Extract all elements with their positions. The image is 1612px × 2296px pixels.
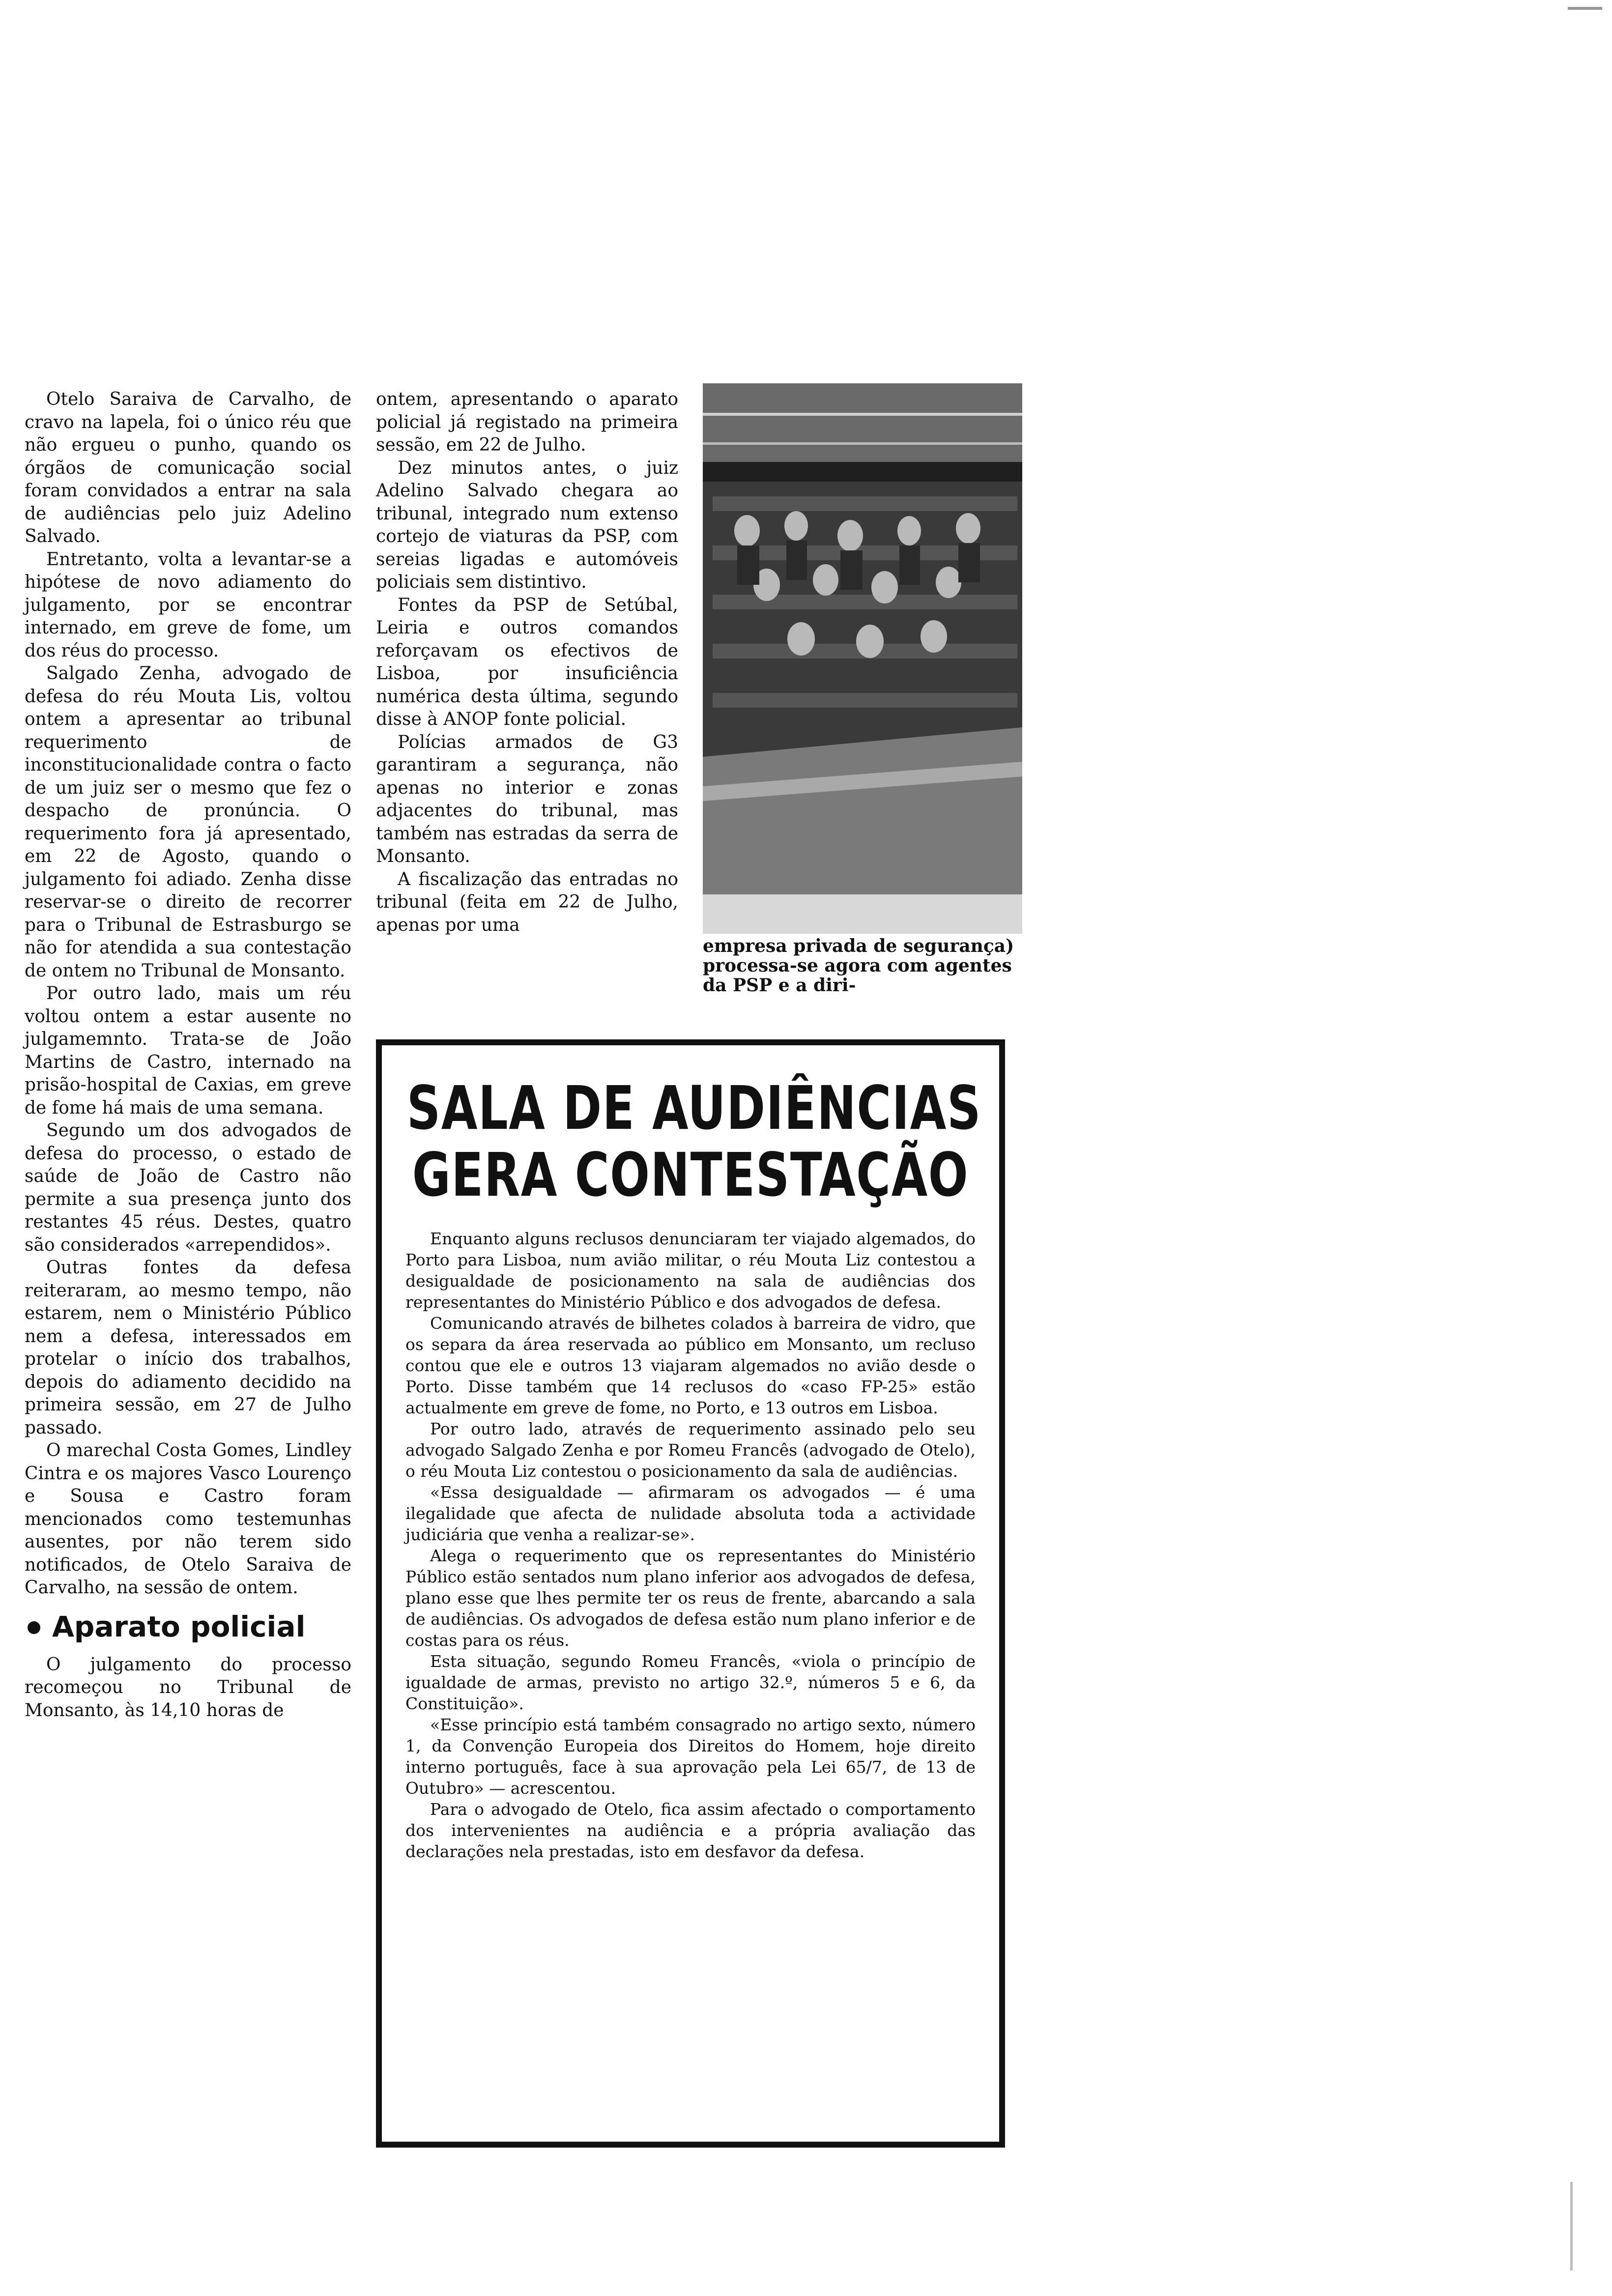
headline bbox=[406, 1073, 982, 1210]
boxed-article bbox=[376, 1039, 1005, 2148]
paragraph: Salgado Zenha, advogado de defesa do réu Mouta Lis, voltou ontem a apresentar ao tribunal requerimento de inconstitucionalidade contra o facto de um juiz ser o mesmo que fez o despacho de pronúncia. O requerimento fora já apresentado, em 22 de Agosto, quando o julgamento foi adiado. Zenha disse reservar-se o direito de recorrer para o Tribunal de Estrasburgo se não for atendida a sua contestação de ontem no Tribunal de Monsanto. bbox=[25, 663, 351, 981]
scan-mark-bottom-right bbox=[1570, 2182, 1573, 2270]
scan-mark-top-right bbox=[1568, 7, 1602, 10]
paragraph: O marechal Costa Gomes, Lindley Cintra e os majores Vasco Lourenço e Sousa e Castro foram mencionados como testemunhas ausentes, por não terem sido notificados, de Otelo Saraiva de Carvalho, na sessão de ontem. bbox=[25, 1440, 351, 1598]
middle-column bbox=[376, 388, 678, 937]
paragraph: Enquanto alguns reclusos denunciaram ter viajado algemados, do Porto para Lisboa, num avião militar, o réu Mouta Liz contestou a desigualdade de posicionamento na sala de audiências dos representantes do Ministério Público e dos advogados de defesa. bbox=[405, 1229, 976, 1312]
paragraph: Esta situação, segundo Romeu Francês, «viola o princípio de igualdade de armas, previsto no artigo 32.º, números 5 e 6, da Constituição». bbox=[405, 1652, 976, 1713]
subheading-aparato-policial bbox=[25, 1610, 351, 1643]
paragraph: «Esse princípio está também consagrado no artigo sexto, número 1, da Convenção Europeia dos Direitos do Homem, hoje direito interno português, face à sua aprovação pela Lei 65/7, de 13 de Outubro» — acrescentou. bbox=[405, 1715, 976, 1798]
paragraph: Para o advogado de Otelo, fica assim afectado o comportamento dos intervenientes na audiência e a própria avaliação das declarações nela prestadas, isto em desfavor da defesa. bbox=[405, 1800, 976, 1861]
paragraph: A fiscalização das entradas no tribunal (feita em 22 de Julho, apenas por uma bbox=[376, 869, 678, 935]
paragraph: Entretanto, volta a levantar-se a hipótese de novo adiamento do julgamento, por se encontrar internado, em greve de fome, um dos réus do processo. bbox=[25, 549, 351, 661]
article-body bbox=[405, 1228, 976, 1862]
paragraph: ontem, apresentando o aparato policial já registado na primeira sessão, em 22 de Julho. bbox=[376, 389, 678, 455]
subheading-text: Aparato policial bbox=[52, 1609, 306, 1643]
photo-caption: empresa privada de segurança) processa-se agora com agentes da PSP e a diri- bbox=[703, 936, 1014, 996]
paragraph: Alega o requerimento que os representantes do Ministério Público estão sentados num plano inferior aos advogados de defesa, plano esse que lhes permite ter os reus de frente, abarcando a sala de audiências. Os advogados de defesa estão num plano inferior e de costas para os réus. bbox=[405, 1546, 976, 1650]
paragraph: Otelo Saraiva de Carvalho, de cravo na lapela, foi o único réu que não ergueu o punho, quando os órgãos de comunicação social foram convidados a entrar na sala de audiências pelo juiz Adelino Salvado. bbox=[25, 389, 351, 546]
paragraph: Por outro lado, através de requerimento assinado pelo seu advogado Salgado Zenha e por Romeu Francês (advogado de Otelo), o réu Mouta Liz contestou o posicionamento da sala de audiências. bbox=[405, 1419, 976, 1481]
headline-line-1: SALA DE AUDIÊNCIAS bbox=[406, 1073, 982, 1143]
paragraph: Por outro lado, mais um réu voltou ontem a estar ausente no julgamemnto. Trata-se de João Martins de Castro, internado na prisão-hospital de Caxias, em greve de fome há mais de uma semana. bbox=[25, 983, 351, 1118]
courtroom-photo bbox=[703, 383, 1022, 934]
bullet-icon bbox=[28, 1621, 40, 1634]
paragraph: Polícias armados de G3 garantiram a segurança, não apenas no interior e zonas adjacentes do tribunal, mas também nas estradas da serra de Monsanto. bbox=[376, 732, 678, 866]
paragraph: Comunicando através de bilhetes colados à barreira de vidro, que os separa da área reservada ao público em Monsanto, um recluso contou que ele e outros 13 viajaram algemados no avião desde o Porto. Disse também que 14 reclusos do «caso FP-25» estão actualmente em greve de fome, no Porto, e 13 outros em Lisboa. bbox=[405, 1314, 976, 1417]
paragraph: Dez minutos antes, o juiz Adelino Salvado chegara ao tribunal, integrado num extenso cortejo de viaturas da PSP, com sereias ligadas e automóveis policiais sem distintivo. bbox=[376, 458, 678, 592]
paragraph: Outras fontes da defesa reiteraram, ao mesmo tempo, não estarem, nem o Ministério Público nem a defesa, interessados em protelar o início dos trabalhos, depois do adiamento decidido na primeira sessão, em 27 de Julho passado. bbox=[25, 1258, 351, 1438]
left-column bbox=[25, 388, 351, 1722]
paragraph: O julgamento do processo recomeçou no Tribunal de Monsanto, às 14,10 horas de bbox=[25, 1654, 351, 1721]
paragraph: Fontes da PSP de Setúbal, Leiria e outros comandos reforçavam os efectivos de Lisboa, por insuficiência numérica desta última, segundo disse à ANOP fonte policial. bbox=[376, 595, 678, 729]
courtroom-photo-illustration bbox=[703, 383, 1022, 934]
headline-line-2: GERA CONTESTAÇÃO bbox=[412, 1140, 969, 1210]
paragraph: «Essa desigualdade — afirmaram os advogados — é uma ilegalidade que afecta de nulidade absoluta toda a actividade judiciária que venha a realizar-se». bbox=[405, 1483, 976, 1544]
paragraph: Segundo um dos advogados de defesa do processo, o estado de saúde de João de Castro não permite a sua presença junto dos restantes 45 réus. Destes, quatro são considerados «arrependidos». bbox=[25, 1120, 351, 1255]
